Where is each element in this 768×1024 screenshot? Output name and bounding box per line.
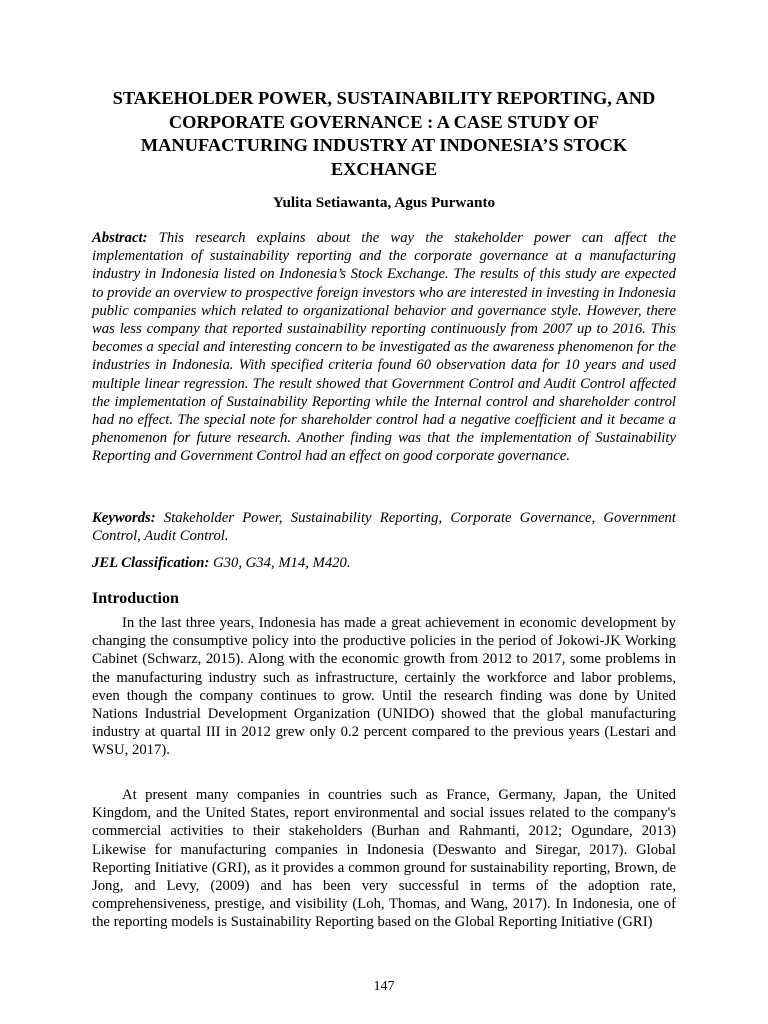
keywords xyxy=(92,509,676,545)
jel-text: G30, G34, M14, M420. xyxy=(209,555,351,571)
abstract-label: Abstract: xyxy=(92,230,148,246)
abstract-text: This research explains about the way the stakeholder power can affect the implementation of sustainability reporting and the corporate governance at a manufacturing industry in Indonesia listed on Indonesia’s Stock Exchange. The results of this study are expected to provide an overview to prospective foreign investors who are interested in investing in Indonesia public companies which related to organizational behavior and governance style. However, there was less company that reported sustainability reporting continuously from 2007 up to 2016. This becomes a special and interesting concern to be investigated as the awareness phenomenon for the industries in Indonesia. With specified criteria found 60 observation data for 10 years and used multiple linear regression. The result showed that Government Control and Audit Control affected the implementation of Sustainability Reporting while the Internal control and shareholder control had no effect. The special note for shareholder control had a negative coefficient and it became a phenomenon for future research. Another finding was that the implementation of Sustainability Reporting and Government Control had an effect on good corporate governance. xyxy=(92,230,676,465)
body-paragraph: At present many companies in countries such as France, Germany, Japan, the United Kingdom, and the United States, report environmental and social issues related to the company's commercial activities to their stakeholders (Burhan and Rahmanti, 2012; Ogundare, 2013) Likewise for manufacturing companies in Indonesia (Deswanto and Siregar, 2017). Global Reporting Initiative (GRI), as it provides a common ground for sustainability reporting, Brown, de Jong, and Levy, (2009) and has been very successful in terms of the adoption rate, comprehensiveness, prestige, and visibility (Loh, Thomas, and Wang, 2017). In Indonesia, one of the reporting models is Sustainability Reporting based on the Global Reporting Initiative (GRI) xyxy=(92,787,676,931)
jel-classification xyxy=(92,554,676,572)
paper-authors: Yulita Setiawanta, Agus Purwanto xyxy=(272,194,496,211)
page-number: 147 xyxy=(373,979,395,994)
jel-label: JEL Classification: xyxy=(92,555,210,571)
abstract xyxy=(92,229,676,466)
section-heading-introduction: Introduction xyxy=(92,590,179,607)
body-paragraph: In the last three years, Indonesia has made a great achievement in economic development by changing the consumptive policy into the productive policies in the period of Jokowi-JK Working Cabinet (Schwarz, 2015). Along with the economic growth from 2012 to 2017, some problems in the manufacturing industry such as infrastructure, certainly the workforce and labor problems, even though the company continues to grow. Until the research finding was done by United Nations Industrial Development Organization (UNIDO) showed that the global manufacturing industry at quartal III in 2012 grew only 0.2 percent compared to the previous years (Lestari and WSU, 2017). xyxy=(92,615,676,759)
keywords-label: Keywords: xyxy=(92,510,156,526)
keywords-text: Stakeholder Power, Sustainability Reporting, Corporate Governance, Government Control, Audit Control. xyxy=(92,510,676,545)
paper-title: STAKEHOLDER POWER, SUSTAINABILITY REPORTING, AND CORPORATE GOVERNANCE : A CASE STUDY OF MANUFACTURING INDUSTRY AT INDONESIA’S STOCK EXCHANGE xyxy=(112,88,656,179)
